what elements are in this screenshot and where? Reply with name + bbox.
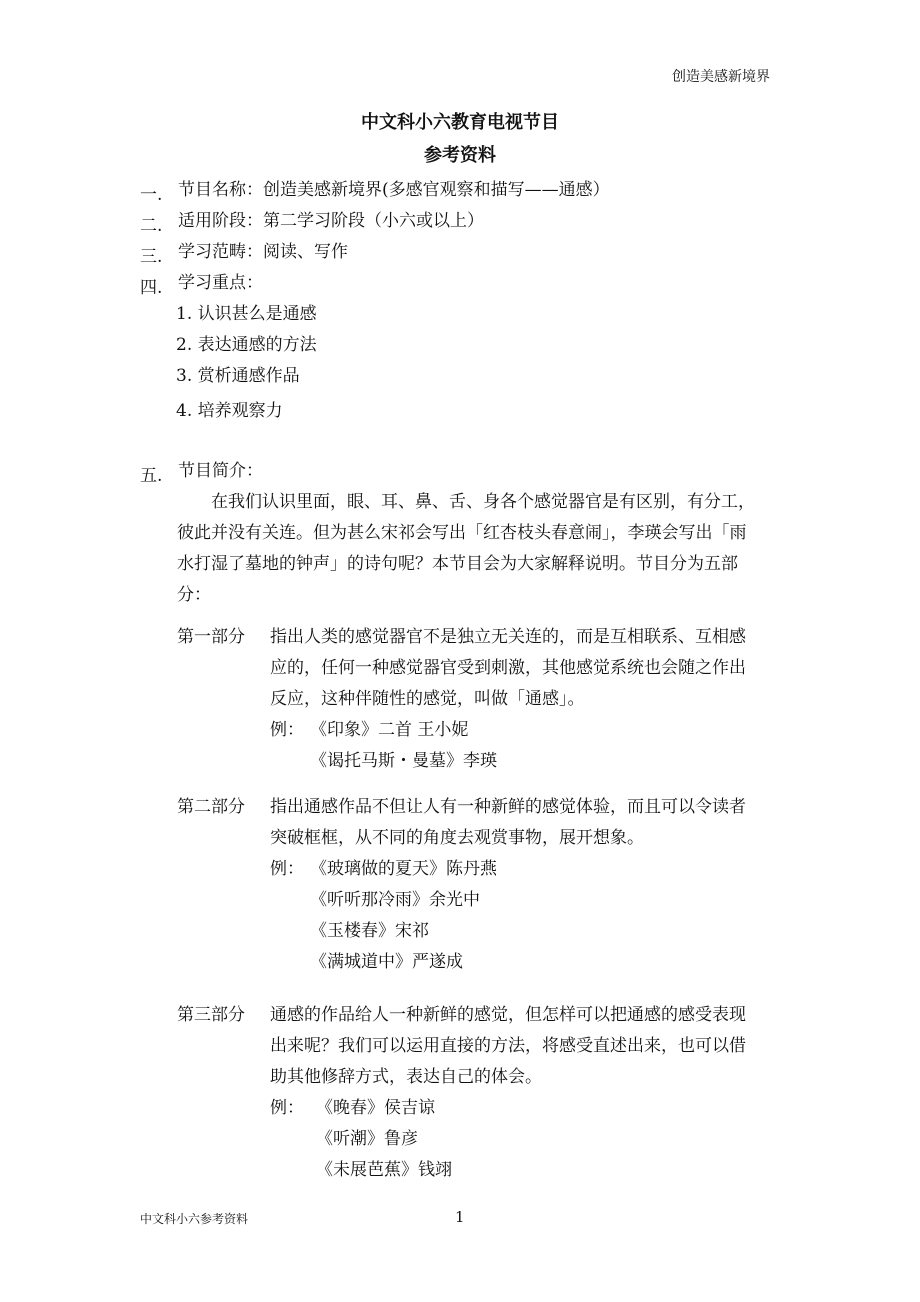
part-line: 通感的作品给人一种新鲜的感觉，但怎样可以把通感的感受表现 xyxy=(270,1005,746,1025)
paragraph-line: 分： xyxy=(177,585,211,605)
item-number: 五. xyxy=(140,466,163,486)
part-label: 第一部分 xyxy=(177,627,245,647)
example-work: 《满城道中》严遂成 xyxy=(310,952,463,972)
part-line: 指出通感作品不但让人有一种新鲜的感觉体验，而且可以令读者 xyxy=(270,797,746,817)
item-program-name: 节目名称：创造美感新境界(多感官观察和描写——通感） xyxy=(178,180,610,200)
item-number: 三. xyxy=(140,247,163,267)
focus-item: 3. 赏析通感作品 xyxy=(176,366,300,386)
example-work: 《谒托马斯・曼墓》李瑛 xyxy=(310,751,497,771)
part-label: 第二部分 xyxy=(177,797,245,817)
example-label: 例： xyxy=(270,720,304,740)
example-work: 《未展芭蕉》钱翊 xyxy=(316,1160,452,1180)
focus-item: 4. 培养观察力 xyxy=(176,401,283,421)
item-scope: 学习范畴：阅读、写作 xyxy=(178,242,348,262)
paragraph-line: 水打湿了墓地的钟声」的诗句呢？本节目会为大家解释说明。节目分为五部 xyxy=(177,554,738,574)
example-work: 《听潮》鲁彦 xyxy=(316,1129,418,1149)
item-stage: 适用阶段：第二学习阶段（小六或以上） xyxy=(178,211,484,231)
part-label: 第三部分 xyxy=(177,1005,245,1025)
part-line: 应的，任何一种感觉器官受到刺激，其他感觉系统也会随之作出 xyxy=(270,658,746,678)
part-line: 指出人类的感觉器官不是独立无关连的，而是互相联系、互相感 xyxy=(270,627,746,647)
example-work: 《晚春》侯吉谅 xyxy=(316,1098,435,1118)
page-number: 1 xyxy=(455,1208,465,1226)
example-label: 例： xyxy=(270,859,304,879)
item-number: 二. xyxy=(140,216,163,236)
part-line: 突破框框，从不同的角度去观赏事物，展开想象。 xyxy=(270,828,644,848)
part-line: 反应，这种伴随性的感觉，叫做「通感」。 xyxy=(270,689,585,709)
part-line: 出来呢？我们可以运用直接的方法，将感受直述出来，也可以借 xyxy=(270,1036,746,1056)
paragraph-line: 彼此并没有关连。但为甚么宋祁会写出「红杏枝头春意闹」，李瑛会写出「雨 xyxy=(177,523,747,543)
example-work: 《听听那冷雨》余光中 xyxy=(310,890,480,910)
item-focus: 学习重点： xyxy=(178,273,263,293)
document-subtitle: 参考资料 xyxy=(424,145,496,166)
part-line: 助其他修辞方式，表达自己的体会。 xyxy=(270,1067,542,1087)
footer-label: 中文科小六参考资料 xyxy=(140,1212,249,1226)
paragraph-line: 在我们认识里面，眼、耳、鼻、舌、身各个感觉器官是有区别，有分工， xyxy=(211,492,755,512)
item-number: 一. xyxy=(140,185,163,205)
focus-item: 1. 认识甚么是通感 xyxy=(176,304,317,324)
item-number: 四. xyxy=(140,278,163,298)
example-work: 《玻璃做的夏天》陈丹燕 xyxy=(310,859,497,879)
example-label: 例： xyxy=(270,1098,304,1118)
intro-heading: 节目简介： xyxy=(178,461,263,481)
example-work: 《玉楼春》宋祁 xyxy=(310,921,429,941)
running-header: 创造美感新境界 xyxy=(672,69,770,85)
document-title: 中文科小六教育电视节目 xyxy=(361,112,559,133)
focus-item: 2. 表达通感的方法 xyxy=(176,335,317,355)
example-work: 《印象》二首 王小妮 xyxy=(310,720,469,740)
